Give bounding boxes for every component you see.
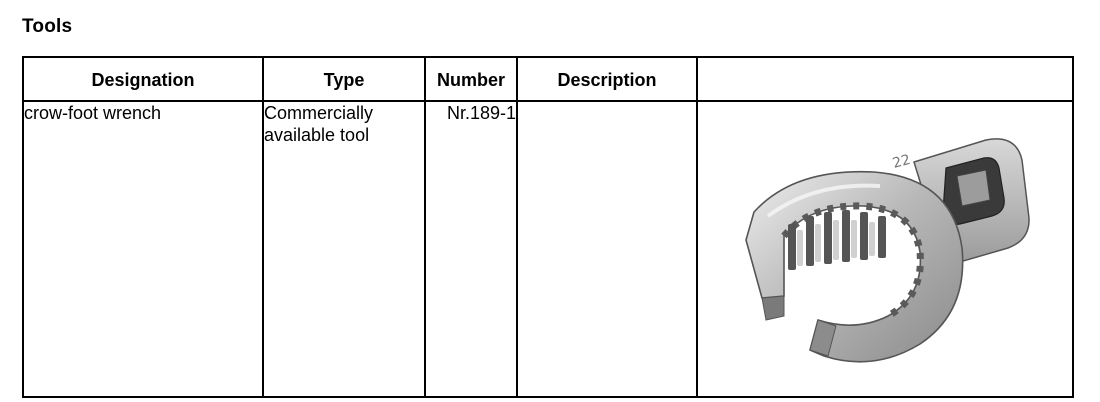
cell-type: Commercially available tool [263,101,425,397]
header-image [697,57,1073,101]
cell-number: Nr.189-1 [425,101,517,397]
cell-designation: crow-foot wrench [23,101,263,397]
tools-table [22,56,1074,398]
header-designation: Designation [23,57,263,101]
cell-description [517,101,697,397]
cell-image [697,101,1073,397]
crow-foot-wrench-image [724,120,1064,390]
header-type: Type [263,57,425,101]
svg-text:22: 22 [890,151,913,172]
table-row [23,101,1073,397]
table-header-row [23,57,1073,101]
header-number: Number [425,57,517,101]
header-description: Description [517,57,697,101]
page-title: Tools [22,16,73,37]
